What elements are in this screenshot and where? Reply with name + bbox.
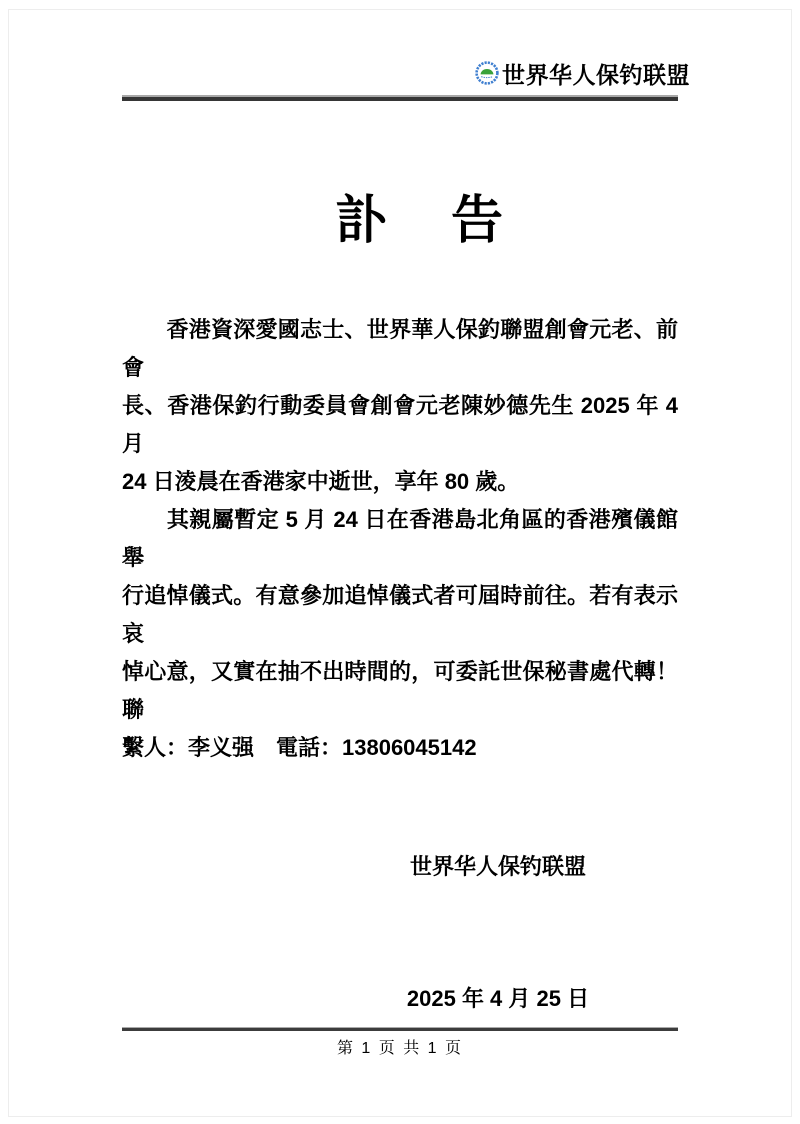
paragraph-1 (122, 311, 685, 501)
page-header (475, 57, 690, 89)
body-line: 其親屬暫定 5 月 24 日在香港島北角區的香港殯儀館舉 (122, 507, 678, 570)
alliance-logo-icon (475, 61, 499, 85)
document-body (122, 311, 685, 767)
paragraph-2 (122, 501, 678, 767)
document-title: 訃 告 (334, 192, 509, 250)
body-line: 香港資深愛國志士、世界華人保釣聯盟創會元老、前會 (122, 317, 678, 380)
header-org-name: 世界华人保钓联盟 (502, 61, 690, 88)
body-line: 長、香港保釣行動委員會創會元老陳妙德先生 2025 年 4 月 (122, 393, 685, 456)
footer-divider (122, 1027, 678, 1031)
body-line: 繫人：李义强 電話：13806045142 (122, 735, 477, 760)
body-line: 行追悼儀式。有意參加追悼儀式者可屆時前往。若有表示哀 (122, 583, 678, 646)
body-line: 悼心意，又實在抽不出時間的，可委託世保秘書處代轉！聯 (122, 659, 678, 722)
footer-page-number: 第 1 页 共 1 页 (336, 1040, 464, 1057)
signature-org-name: 世界华人保钓联盟 (409, 854, 586, 879)
body-line: 24 日淩晨在香港家中逝世，享年 80 歲。 (122, 469, 520, 494)
signature-date: 2025 年 4 月 25 日 (406, 986, 590, 1011)
header-divider (122, 95, 678, 101)
